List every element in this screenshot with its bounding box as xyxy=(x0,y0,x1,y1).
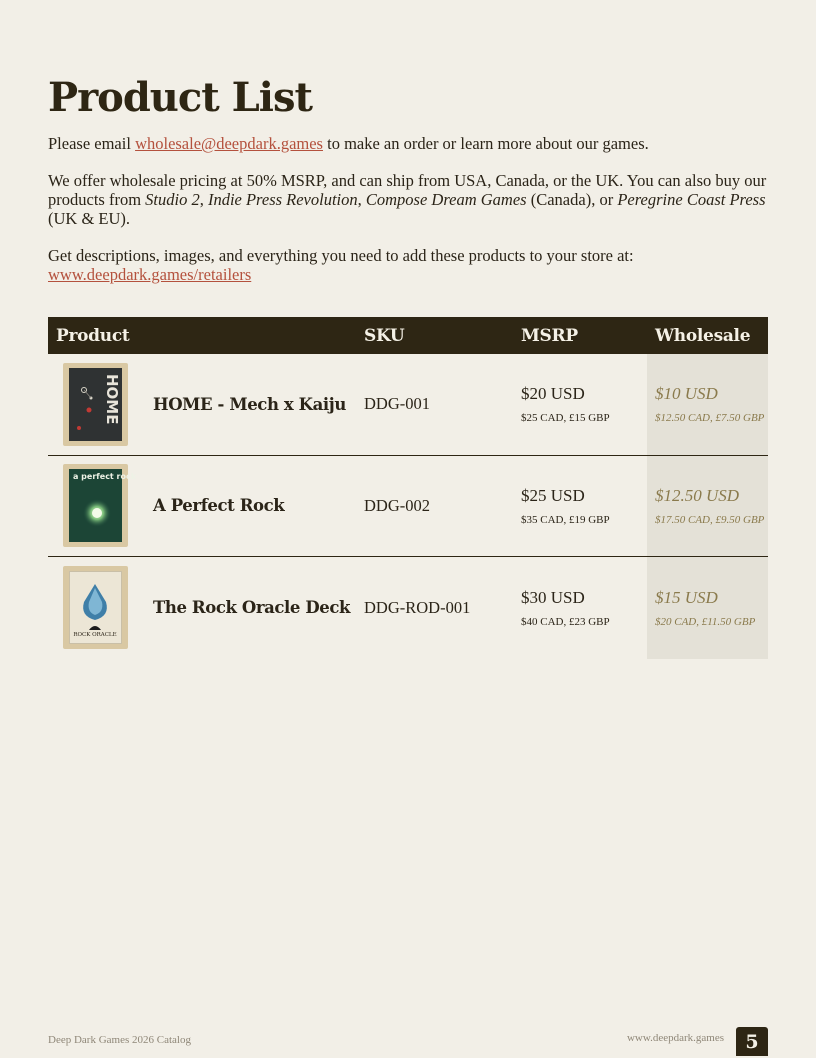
retailers-text: Get descriptions, images, and everything you need to add these products to your store at: xyxy=(48,246,634,265)
product-name: A Perfect Rock xyxy=(153,455,364,556)
header-sku: SKU xyxy=(364,325,405,346)
product-image-cell xyxy=(48,354,153,455)
msrp-alt-prices: $25 CAD, £15 GBP xyxy=(521,412,610,425)
table-row xyxy=(48,455,768,556)
retailers-link[interactable]: www.deepdark.games/retailers xyxy=(48,265,252,284)
header-wholesale: Wholesale xyxy=(655,325,751,346)
msrp-cell xyxy=(521,556,647,659)
product-name: The Rock Oracle Deck xyxy=(153,598,351,618)
wholesale-cell xyxy=(647,455,768,556)
order-text-before: Please email xyxy=(48,134,136,153)
product-cover-home xyxy=(63,363,128,446)
retailer-compose-dream-games: Compose Dream Games xyxy=(365,190,527,209)
footer-website: www.deepdark.games xyxy=(626,1032,724,1044)
home-cover-title: HOME xyxy=(103,373,121,425)
separator: , xyxy=(199,190,208,209)
wholesale-cell xyxy=(647,556,768,659)
perfect-rock-cover-title: a perfect rock xyxy=(73,472,137,481)
retailers-paragraph xyxy=(48,246,770,284)
retailer-studio-2: Studio 2 xyxy=(145,190,200,209)
home-cover-art xyxy=(69,368,122,441)
footer-catalog-label: Deep Dark Games 2026 Catalog xyxy=(48,1034,191,1046)
wholesale-price: $12.50 USD xyxy=(655,485,740,505)
product-image-cell xyxy=(48,455,153,556)
wholesale-text-b: (Canada), or xyxy=(526,190,618,209)
wholesale-text-c: (UK & EU). xyxy=(48,209,131,228)
msrp-price: $30 USD xyxy=(521,587,585,607)
retailer-indie-press-revolution: Indie Press Revolution xyxy=(207,190,358,209)
product-image-cell xyxy=(48,556,153,659)
msrp-cell xyxy=(521,354,647,455)
product-table xyxy=(48,317,768,659)
rock-oracle-cover-art xyxy=(70,572,121,643)
page-number: 5 xyxy=(736,1027,768,1056)
retailer-peregrine-coast-press: Peregrine Coast Press xyxy=(617,190,766,209)
product-name: HOME - Mech x Kaiju xyxy=(153,354,364,455)
product-sku: DDG-001 xyxy=(364,354,521,455)
product-sku: DDG-ROD-001 xyxy=(364,597,471,617)
product-cover-perfect-rock xyxy=(63,464,137,547)
wholesale-alt-prices: $12.50 CAD, £7.50 GBP xyxy=(655,412,765,425)
msrp-price: $25 USD xyxy=(521,485,585,505)
perfect-rock-cover-art xyxy=(69,469,137,542)
product-cover-rock-oracle xyxy=(63,566,128,649)
msrp-price: $20 USD xyxy=(521,384,585,404)
header-msrp: MSRP xyxy=(521,325,578,346)
product-sku: DDG-002 xyxy=(364,455,521,556)
order-paragraph xyxy=(48,134,770,153)
wholesale-cell xyxy=(647,354,768,455)
wholesale-alt-prices: $20 CAD, £11.50 GBP xyxy=(655,615,756,628)
header-product: Product xyxy=(56,325,130,346)
msrp-alt-prices: $40 CAD, £23 GBP xyxy=(521,615,610,628)
table-row xyxy=(48,556,768,659)
wholesale-alt-prices: $17.50 CAD, £9.50 GBP xyxy=(655,513,765,526)
msrp-cell xyxy=(521,455,647,556)
wholesale-price: $10 USD xyxy=(655,384,718,404)
wholesale-paragraph xyxy=(48,171,770,228)
wholesale-price: $15 USD xyxy=(655,587,718,607)
table-header-row xyxy=(48,317,768,354)
separator: , xyxy=(357,190,366,209)
msrp-alt-prices: $35 CAD, £19 GBP xyxy=(521,513,610,526)
table-row xyxy=(48,354,768,455)
wholesale-text-a: We offer wholesale pricing at 50% MSRP, and can ship from USA, Canada, or the UK. You can also buy our products from xyxy=(48,171,767,209)
page-title: Product List xyxy=(48,74,312,121)
email-link[interactable]: wholesale@deepdark.games xyxy=(135,134,323,153)
order-text-after: to make an order or learn more about our games. xyxy=(322,134,649,153)
rock-oracle-cover-title: ROCK ORACLE xyxy=(73,632,117,639)
